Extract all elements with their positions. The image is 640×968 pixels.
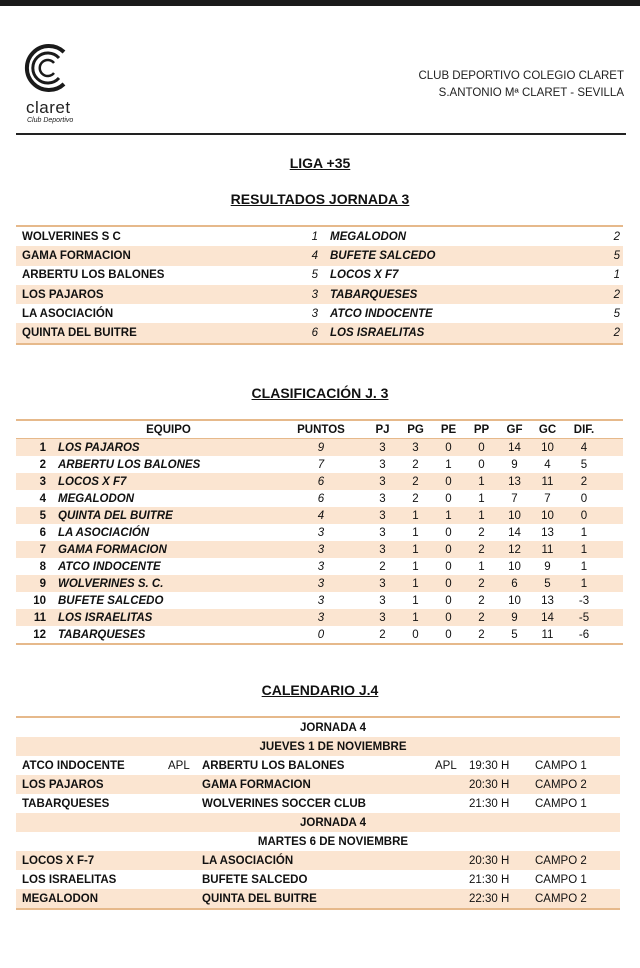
away-team: LOCOS X F7 xyxy=(330,269,399,282)
goal-difference: -6 xyxy=(578,628,590,641)
points: 3 xyxy=(317,611,325,624)
goal-difference: 4 xyxy=(580,441,588,454)
away-team: BUFETE SALCEDO xyxy=(330,249,436,262)
away-score: 5 xyxy=(613,249,620,262)
header-divider xyxy=(16,133,626,135)
fixture-away: WOLVERINES SOCCER CLUB xyxy=(202,797,366,810)
league-title: LIGA +35 xyxy=(289,155,351,171)
fixture-home: LOS ISRAELITAS xyxy=(22,873,117,886)
drawn: 0 xyxy=(445,594,452,607)
date-label: MARTES 6 DE NOVIEMBRE xyxy=(257,835,409,848)
fixture-field: CAMPO 1 xyxy=(535,759,587,772)
result-row xyxy=(16,285,623,304)
drawn: 0 xyxy=(445,577,452,590)
points: 7 xyxy=(317,458,325,471)
goals-for: 14 xyxy=(508,441,521,454)
standings-row xyxy=(16,524,623,541)
played: 2 xyxy=(379,628,386,641)
goals-for: 10 xyxy=(508,509,521,522)
standings-title: CLASIFICACIÓN J. 3 xyxy=(251,385,389,401)
points: 3 xyxy=(317,577,325,590)
goal-difference: 1 xyxy=(580,526,588,539)
standings-row xyxy=(16,592,623,609)
points: 3 xyxy=(317,543,325,556)
goals-against: 5 xyxy=(544,577,551,590)
position: 4 xyxy=(39,492,46,505)
goals-for: 7 xyxy=(511,492,518,505)
fixture-field: CAMPO 2 xyxy=(535,778,587,791)
standings-body xyxy=(16,439,623,643)
position: 10 xyxy=(33,594,46,607)
won: 2 xyxy=(412,492,419,505)
team-name: LA ASOCIACIÓN xyxy=(58,526,150,539)
standings-row xyxy=(16,473,623,490)
results-table xyxy=(16,225,623,345)
goals-against: 13 xyxy=(541,526,554,539)
team-name: WOLVERINES S. C. xyxy=(58,577,164,590)
drawn: 0 xyxy=(445,526,452,539)
fixture-row xyxy=(16,870,620,889)
standings-row xyxy=(16,439,623,456)
goals-against: 11 xyxy=(541,628,554,641)
away-team: TABARQUESES xyxy=(330,288,418,301)
goals-against: 13 xyxy=(541,594,554,607)
points: 3 xyxy=(317,560,325,573)
fixture-time: 20:30 H xyxy=(469,854,510,867)
won: 1 xyxy=(412,526,419,539)
away-score: 2 xyxy=(613,288,620,301)
goal-difference: 1 xyxy=(580,560,588,573)
points: 0 xyxy=(317,628,325,641)
gf-header: GF xyxy=(506,423,523,436)
goal-difference: 1 xyxy=(580,577,588,590)
away-score: 1 xyxy=(613,269,620,282)
drawn: 1 xyxy=(445,509,452,522)
won: 1 xyxy=(412,577,419,590)
goals-for: 14 xyxy=(508,526,521,539)
fixture-field: CAMPO 2 xyxy=(535,854,587,867)
gc-header: GC xyxy=(538,423,557,436)
position: 7 xyxy=(39,543,46,556)
fixture-field: CAMPO 1 xyxy=(535,797,587,810)
away-score: 2 xyxy=(613,230,620,243)
position: 1 xyxy=(39,441,46,454)
home-team: QUINTA DEL BUITRE xyxy=(22,327,137,340)
home-team: LOS PAJAROS xyxy=(22,288,104,301)
result-row xyxy=(16,266,623,285)
position: 12 xyxy=(33,628,46,641)
position: 2 xyxy=(39,458,46,471)
played: 3 xyxy=(379,526,386,539)
goals-against: 14 xyxy=(541,611,554,624)
result-row xyxy=(16,304,623,323)
standings-row xyxy=(16,541,623,558)
calendar-block-2 xyxy=(16,851,620,908)
won: 2 xyxy=(412,475,419,488)
fixture-time: 21:30 H xyxy=(469,797,510,810)
won: 2 xyxy=(412,458,419,471)
drawn: 0 xyxy=(445,492,452,505)
club-logo xyxy=(20,40,90,130)
fixture-postponed-home: APL xyxy=(168,759,190,772)
goals-for: 12 xyxy=(508,543,521,556)
home-team: LA ASOCIACIÓN xyxy=(22,307,114,320)
drawn: 0 xyxy=(445,441,452,454)
goals-against: 11 xyxy=(541,475,554,488)
drawn: 0 xyxy=(445,543,452,556)
played: 3 xyxy=(379,458,386,471)
points: 6 xyxy=(317,492,325,505)
points: 9 xyxy=(317,441,325,454)
lost: 2 xyxy=(478,543,485,556)
position: 3 xyxy=(39,475,46,488)
standings-header xyxy=(16,421,623,439)
team-name: LOS ISRAELITAS xyxy=(58,611,153,624)
lost: 2 xyxy=(478,577,485,590)
points-header: PUNTOS xyxy=(297,423,345,436)
date-label: JUEVES 1 DE NOVIEMBRE xyxy=(16,737,620,756)
fixture-away: GAMA FORMACION xyxy=(202,778,311,791)
played: 3 xyxy=(379,594,386,607)
standings-row xyxy=(16,490,623,507)
fixture-time: 22:30 H xyxy=(469,892,510,905)
points: 6 xyxy=(317,475,325,488)
position: 6 xyxy=(39,526,46,539)
fixture-home: MEGALODON xyxy=(22,892,99,905)
away-team: LOS ISRAELITAS xyxy=(330,327,425,340)
pj-header: PJ xyxy=(375,423,390,436)
calendar-title: CALENDARIO J.4 xyxy=(261,682,379,698)
lost: 1 xyxy=(478,560,485,573)
lost: 2 xyxy=(478,526,485,539)
position: 5 xyxy=(39,509,46,522)
goals-against: 7 xyxy=(544,492,551,505)
lost: 0 xyxy=(478,458,485,471)
away-score: 5 xyxy=(613,307,620,320)
fixture-home: LOS PAJAROS xyxy=(22,778,104,791)
goals-against: 11 xyxy=(541,543,554,556)
fixture-row xyxy=(16,851,620,870)
fixture-time: 20:30 H xyxy=(469,778,510,791)
claret-c-logo-icon xyxy=(24,40,72,96)
lost: 1 xyxy=(478,509,485,522)
drawn: 0 xyxy=(445,560,452,573)
goal-difference: 1 xyxy=(580,543,588,556)
goals-against: 4 xyxy=(544,458,551,471)
team-name: GAMA FORMACION xyxy=(58,543,167,556)
drawn: 1 xyxy=(445,458,452,471)
home-score: 5 xyxy=(311,269,318,282)
goal-difference: 5 xyxy=(580,458,588,471)
goals-for: 9 xyxy=(511,458,518,471)
goals-for: 6 xyxy=(511,577,518,590)
lost: 2 xyxy=(478,611,485,624)
drawn: 0 xyxy=(445,628,452,641)
away-score: 2 xyxy=(613,327,620,340)
points: 3 xyxy=(317,526,325,539)
home-team: WOLVERINES S C xyxy=(22,230,121,243)
played: 3 xyxy=(379,441,386,454)
team-name: BUFETE SALCEDO xyxy=(58,594,164,607)
fixture-time: 19:30 H xyxy=(469,759,510,772)
won: 1 xyxy=(412,509,419,522)
fixture-row xyxy=(16,775,620,794)
result-row xyxy=(16,246,623,265)
goal-difference: 2 xyxy=(580,475,588,488)
fixture-row xyxy=(16,794,620,813)
goals-for: 5 xyxy=(511,628,518,641)
logo-subtitle: Club Deportivo xyxy=(27,117,74,124)
home-score: 1 xyxy=(311,230,318,243)
won: 1 xyxy=(412,560,419,573)
fixture-row xyxy=(16,756,620,775)
played: 2 xyxy=(379,560,386,573)
standings-table xyxy=(16,419,623,645)
away-team: ATCO INDOCENTE xyxy=(330,307,433,320)
won: 3 xyxy=(412,441,419,454)
fixture-field: CAMPO 2 xyxy=(535,892,587,905)
home-team: ARBERTU LOS BALONES xyxy=(22,269,165,282)
fixture-field: CAMPO 1 xyxy=(535,873,587,886)
played: 3 xyxy=(379,509,386,522)
team-header: EQUIPO xyxy=(146,423,191,436)
fixture-home: ATCO INDOCENTE xyxy=(22,759,125,772)
calendar-block-1 xyxy=(16,756,620,813)
jornada-label: JORNADA 4 xyxy=(299,721,367,734)
dif-header: DIF. xyxy=(573,423,595,436)
standings-row xyxy=(16,456,623,473)
pg-header: PG xyxy=(407,423,424,436)
lost: 1 xyxy=(478,475,485,488)
lost: 2 xyxy=(478,594,485,607)
fixture-home: TABARQUESES xyxy=(22,797,110,810)
fixture-away: BUFETE SALCEDO xyxy=(202,873,308,886)
club-info xyxy=(418,68,624,102)
lost: 2 xyxy=(478,628,485,641)
standings-row xyxy=(16,626,623,643)
won: 1 xyxy=(412,543,419,556)
home-score: 6 xyxy=(311,327,318,340)
fixture-time: 21:30 H xyxy=(469,873,510,886)
team-name: LOCOS X F7 xyxy=(58,475,127,488)
fixture-away: LA ASOCIACIÓN xyxy=(202,854,294,867)
club-location: S.ANTONIO Mª CLARET - SEVILLA xyxy=(438,87,624,99)
logo-wordmark: claret xyxy=(26,98,71,117)
won: 1 xyxy=(412,611,419,624)
standings-row xyxy=(16,558,623,575)
goals-against: 10 xyxy=(541,441,554,454)
goals-for: 9 xyxy=(511,611,518,624)
drawn: 0 xyxy=(445,475,452,488)
team-name: MEGALODON xyxy=(58,492,135,505)
home-score: 3 xyxy=(311,288,318,301)
won: 0 xyxy=(412,628,419,641)
club-name: CLUB DEPORTIVO COLEGIO CLARET xyxy=(418,70,624,82)
result-row xyxy=(16,323,623,342)
points: 4 xyxy=(317,509,325,522)
played: 3 xyxy=(379,577,386,590)
team-name: ARBERTU LOS BALONES xyxy=(58,458,201,471)
results-title: RESULTADOS JORNADA 3 xyxy=(230,191,410,207)
goal-difference: 0 xyxy=(580,509,588,522)
standings-row xyxy=(16,507,623,524)
away-team: MEGALODON xyxy=(330,230,407,243)
position: 8 xyxy=(39,560,46,573)
standings-row xyxy=(16,609,623,626)
position: 11 xyxy=(33,611,46,624)
fixture-home: LOCOS X F-7 xyxy=(22,854,95,867)
home-team: GAMA FORMACION xyxy=(22,249,131,262)
home-score: 4 xyxy=(311,249,318,262)
fixture-away: QUINTA DEL BUITRE xyxy=(202,892,317,905)
played: 3 xyxy=(379,543,386,556)
pe-header: PE xyxy=(440,423,457,436)
played: 3 xyxy=(379,475,386,488)
team-name: ATCO INDOCENTE xyxy=(58,560,161,573)
result-row xyxy=(16,227,623,246)
points: 3 xyxy=(317,594,325,607)
top-border xyxy=(0,0,640,6)
goal-difference: 0 xyxy=(580,492,588,505)
fixture-postponed-away: APL xyxy=(435,759,457,772)
fixture-away: ARBERTU LOS BALONES xyxy=(202,759,345,772)
lost: 1 xyxy=(478,492,485,505)
team-name: TABARQUESES xyxy=(58,628,146,641)
played: 3 xyxy=(379,611,386,624)
team-name: QUINTA DEL BUITRE xyxy=(58,509,173,522)
standings-row xyxy=(16,575,623,592)
goals-for: 10 xyxy=(508,560,521,573)
goal-difference: -3 xyxy=(578,594,590,607)
goal-difference: -5 xyxy=(578,611,590,624)
home-score: 3 xyxy=(311,307,318,320)
position: 9 xyxy=(39,577,46,590)
lost: 0 xyxy=(478,441,485,454)
pp-header: PP xyxy=(473,423,490,436)
goals-against: 9 xyxy=(544,560,551,573)
jornada-label: JORNADA 4 xyxy=(16,813,620,832)
drawn: 0 xyxy=(445,611,452,624)
won: 1 xyxy=(412,594,419,607)
calendar-table xyxy=(16,716,620,910)
played: 3 xyxy=(379,492,386,505)
goals-for: 13 xyxy=(508,475,521,488)
goals-against: 10 xyxy=(541,509,554,522)
fixture-row xyxy=(16,889,620,908)
goals-for: 10 xyxy=(508,594,521,607)
team-name: LOS PAJAROS xyxy=(58,441,140,454)
